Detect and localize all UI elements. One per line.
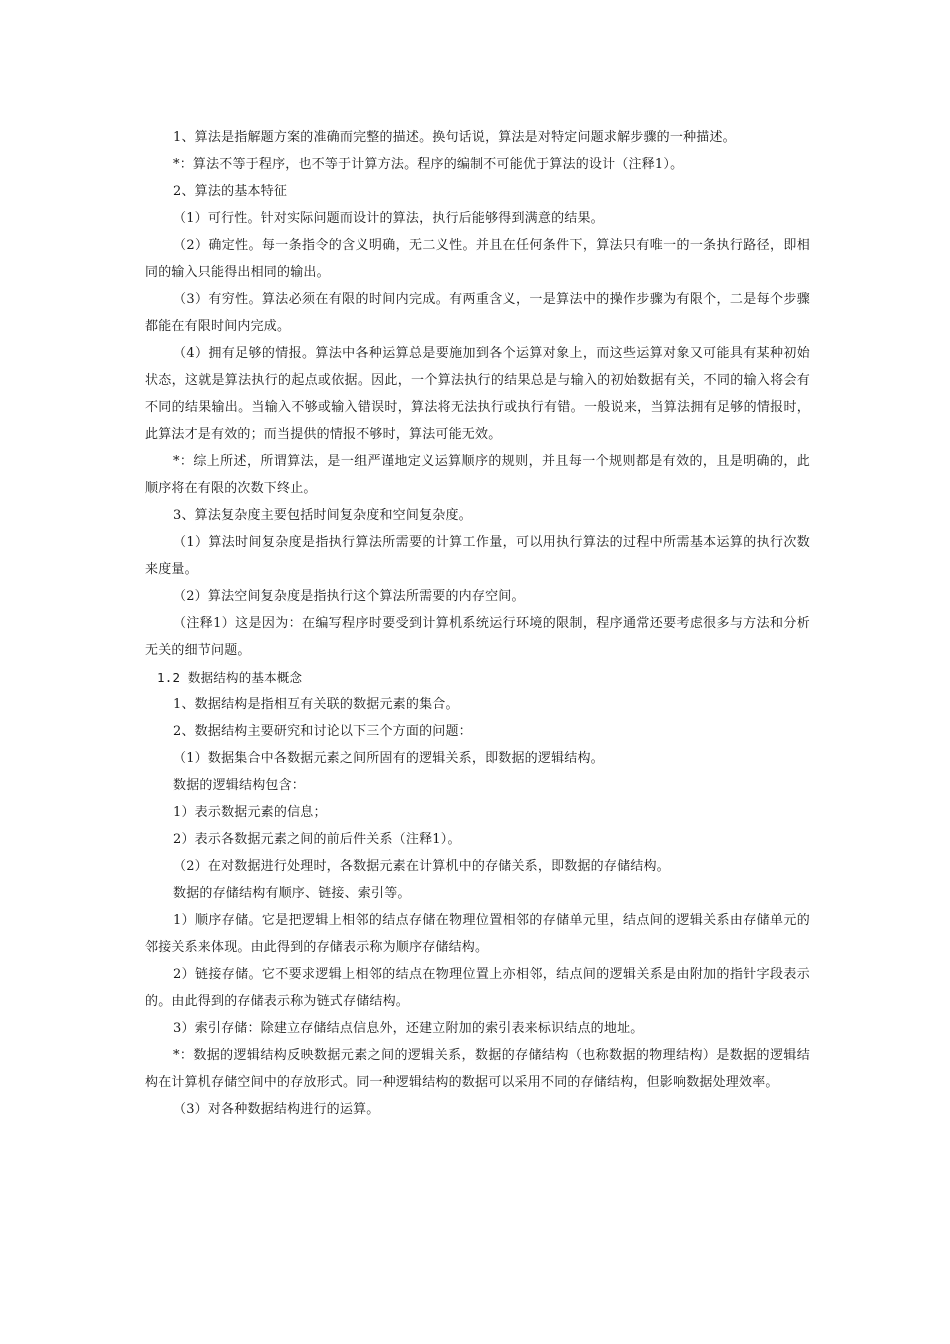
paragraph: 2）表示各数据元素之间的前后件关系（注释1）。 — [173, 832, 461, 847]
paragraph: （2）在对数据进行处理时，各数据元素在计算机中的存储关系，即数据的存储结构。 — [173, 859, 670, 874]
paragraph: （1）可行性。针对实际问题而设计的算法，执行后能够得到满意的结果。 — [173, 211, 604, 226]
paragraph: 数据的存储结构有顺序、链接、索引等。 — [173, 886, 411, 901]
paragraph: （3）对各种数据结构进行的运算。 — [173, 1102, 380, 1117]
paragraph: （4）拥有足够的情报。算法中各种运算总是要施加到各个运算对象上，而这些运算对象又可能具有某种初始状态，这就是算法执行的起点或依据。因此，一个算法执行的结果总是与输入的初始数据有关，不同的输入将会有不同的结果输出。当输入不够或输入错误时，算法将无法执行或执行有错。一般说来，当算法拥有足够的情报时，此算法才是有效的；而当提供的情报不够时，算法可能无效。 — [145, 346, 810, 442]
paragraph: （3）有穷性。算法必须在有限的时间内完成。有两重含义，一是算法中的操作步骤为有限个，二是每个步骤都能在有限时间内完成。 — [145, 292, 810, 334]
paragraph: （1）数据集合中各数据元素之间所固有的逻辑关系，即数据的逻辑结构。 — [173, 751, 604, 766]
paragraph: （2）确定性。每一条指令的含义明确，无二义性。并且在任何条件下，算法只有唯一的一条执行路径，即相同的输入只能得出相同的输出。 — [145, 238, 810, 280]
paragraph: *：综上所述，所谓算法，是一组严谨地定义运算顺序的规则，并且每一个规则都是有效的，且是明确的，此顺序将在有限的次数下终止。 — [145, 454, 810, 496]
paragraph: 3、算法复杂度主要包括时间复杂度和空间复杂度。 — [173, 508, 472, 523]
paragraph: *：数据的逻辑结构反映数据元素之间的逻辑关系，数据的存储结构（也称数据的物理结构）是数据的逻辑结构在计算机存储空间中的存放形式。同一种逻辑结构的数据可以采用不同的存储结构，但影响数据处理效率。 — [145, 1048, 810, 1090]
paragraph: 2、算法的基本特征 — [173, 184, 288, 199]
paragraph: 3）索引存储：除建立存储结点信息外，还建立附加的索引表来标识结点的地址。 — [173, 1021, 644, 1036]
paragraph: 2）链接存储。它不要求逻辑上相邻的结点在物理位置上亦相邻，结点间的逻辑关系是由附加的指针字段表示的。由此得到的存储表示称为链式存储结构。 — [145, 967, 810, 1009]
paragraph: 1、数据结构是指相互有关联的数据元素的集合。 — [173, 697, 459, 712]
document-body — [145, 124, 810, 1123]
paragraph: （注释1）这是因为：在编写程序时要受到计算机系统运行环境的限制，程序通常还要考虑很多与方法和分析无关的细节问题。 — [145, 616, 810, 658]
paragraph: 1、算法是指解题方案的准确而完整的描述。换句话说，算法是对特定问题求解步骤的一种描述。 — [173, 130, 736, 145]
paragraph: （1）算法时间复杂度是指执行算法所需要的计算工作量，可以用执行算法的过程中所需基本运算的执行次数来度量。 — [145, 535, 810, 577]
paragraph: （2）算法空间复杂度是指执行这个算法所需要的内存空间。 — [173, 589, 525, 604]
section-heading: 1.2 数据结构的基本概念 — [157, 670, 303, 685]
paragraph: 数据的逻辑结构包含： — [173, 778, 306, 793]
paragraph: 1）顺序存储。它是把逻辑上相邻的结点存储在物理位置相邻的存储单元里，结点间的逻辑关系由存储单元的邻接关系来体现。由此得到的存储表示称为顺序存储结构。 — [145, 913, 810, 955]
paragraph: 2、数据结构主要研究和讨论以下三个方面的问题： — [173, 724, 472, 739]
paragraph: 1）表示数据元素的信息； — [173, 805, 327, 820]
paragraph: *：算法不等于程序，也不等于计算方法。程序的编制不可能优于算法的设计（注释1）。 — [173, 157, 684, 172]
